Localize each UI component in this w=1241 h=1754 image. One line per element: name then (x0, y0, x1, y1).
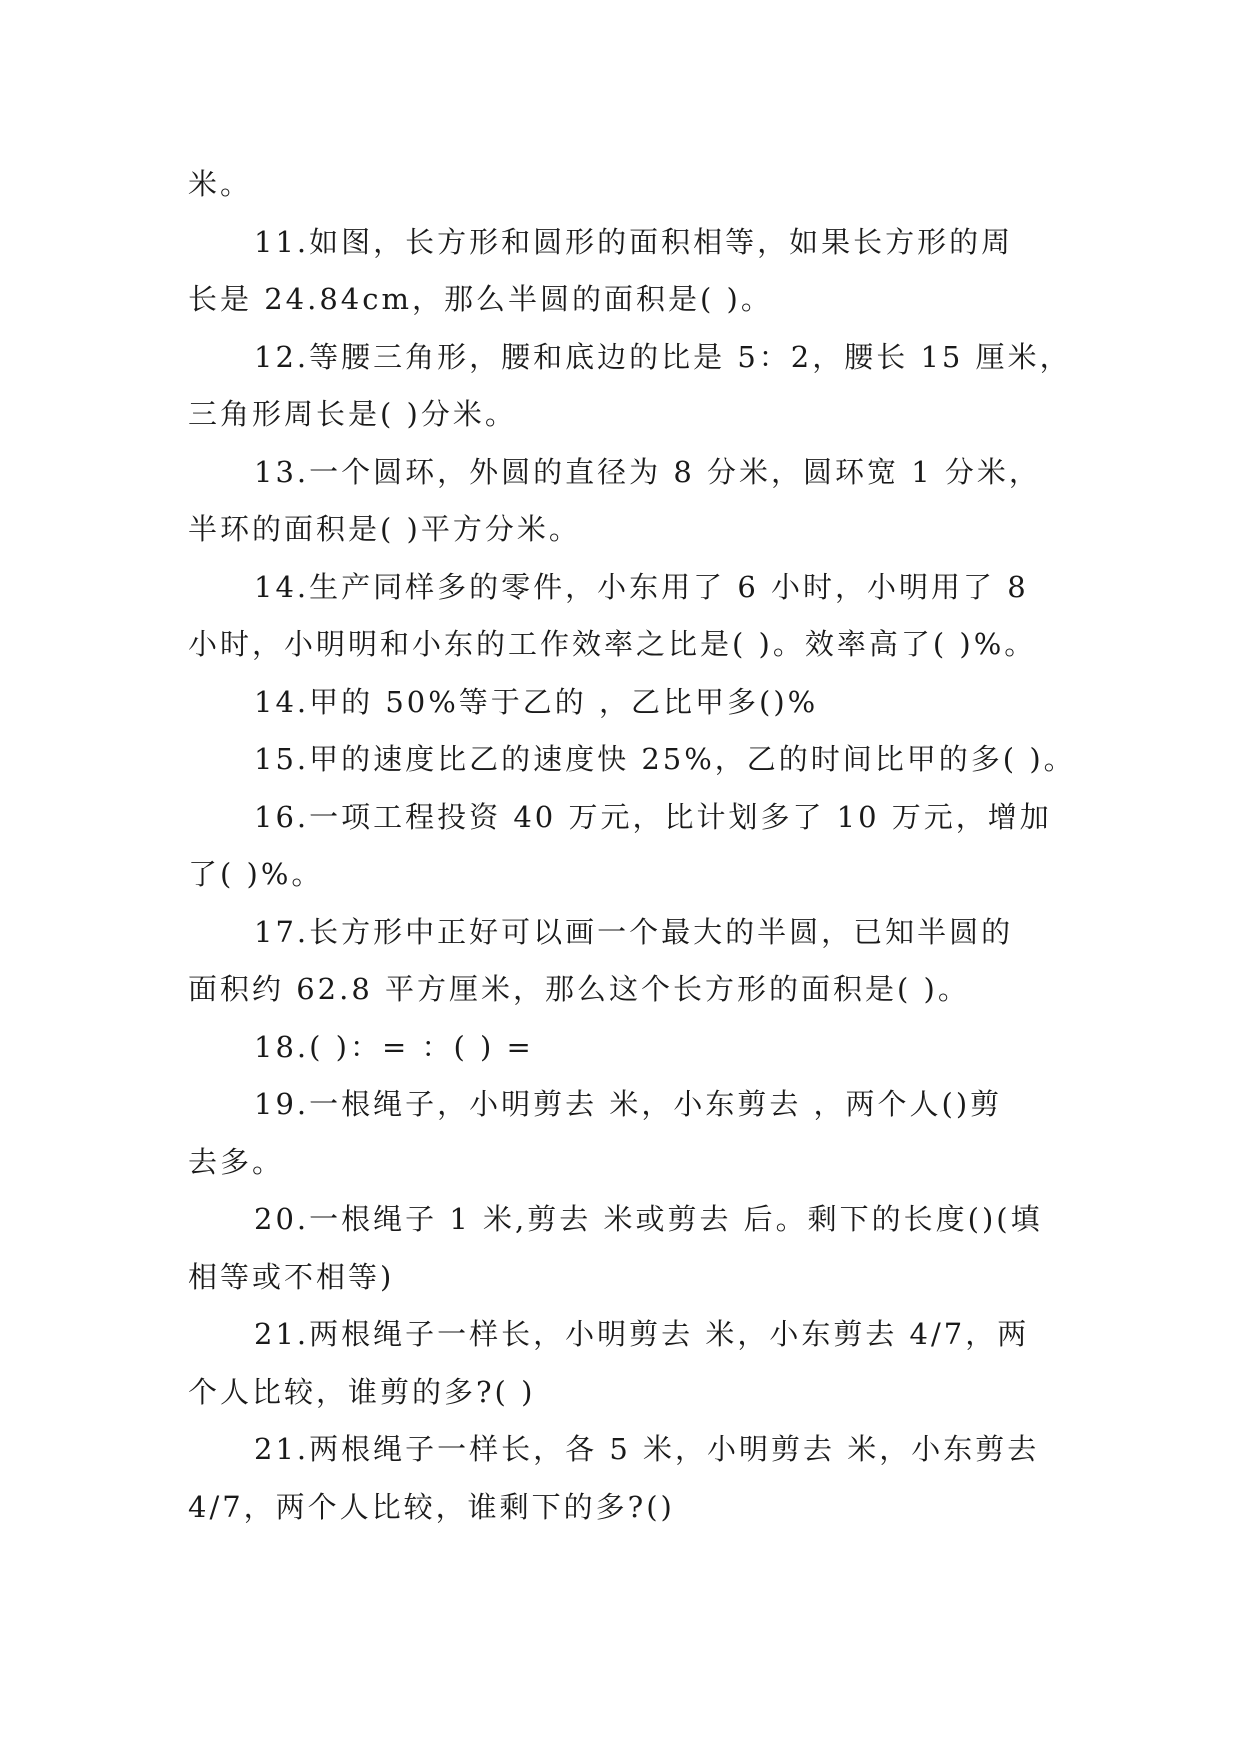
question-20-line-2: 相等或不相等) (188, 1259, 395, 1294)
question-14-line-2: 小时，小明明和小东的工作效率之比是( )。效率高了( )%。 (188, 627, 1037, 661)
question-16-line-1: 16.一项工程投资 40 万元，比计划多了 10 万元，增加 (254, 799, 1052, 834)
question-21b-line-1: 21.两根绳子一样长，各 5 米，小明剪去 米，小东剪去 (254, 1432, 1040, 1466)
document-body (188, 156, 1076, 1536)
question-19-line-2: 去多。 (188, 1144, 285, 1179)
question-20-line-1: 20.一根绳子 1 米,剪去 米或剪去 后。剩下的长度()(填 (254, 1202, 1043, 1236)
question-21b-line-2: 4/7，两个人比较，谁剩下的多?() (188, 1489, 675, 1524)
question-17-line-2: 面积约 62.8 平方厘米，那么这个长方形的面积是( )。 (188, 972, 970, 1006)
question-11-line-2: 长是 24.84cm，那么半圆的面积是( )。 (188, 282, 773, 316)
question-21-line-1: 21.两根绳子一样长，小明剪去 米，小东剪去 4/7，两 (254, 1317, 1030, 1351)
question-11-line-1: 11.如图，长方形和圆形的面积相等，如果长方形的周 (254, 224, 1014, 259)
question-12-line-1: 12.等腰三角形，腰和底边的比是 5：2，腰长 15 厘米， (254, 339, 1072, 374)
question-18-line-1: 18.( )：= ：( ) = (254, 1029, 534, 1064)
question-13-line-1: 13.一个圆环，外圆的直径为 8 分米，圆环宽 1 分米， (254, 454, 1041, 489)
question-15-line-1: 15.甲的速度比乙的速度快 25%，乙的时间比甲的多( )。 (254, 742, 1076, 776)
question-19-line-1: 19.一根绳子，小明剪去 米，小东剪去 ，两个人()剪 (254, 1087, 1003, 1121)
question-17-line-1: 17.长方形中正好可以画一个最大的半圆，已知半圆的 (254, 914, 1014, 949)
question-16-line-2: 了( )%。 (188, 857, 324, 891)
question-14-line-1: 14.生产同样多的零件，小东用了 6 小时，小明用了 8 (254, 569, 1029, 604)
text-line: 米。 (188, 167, 253, 201)
question-14b-line-1: 14.甲的 50%等于乙的 ，乙比甲多()% (254, 684, 819, 719)
question-21-line-2: 个人比较，谁剪的多?( ) (188, 1374, 536, 1409)
question-12-line-2: 三角形周长是( )分米。 (188, 397, 517, 431)
question-13-line-2: 半环的面积是( )平方分米。 (188, 512, 581, 546)
